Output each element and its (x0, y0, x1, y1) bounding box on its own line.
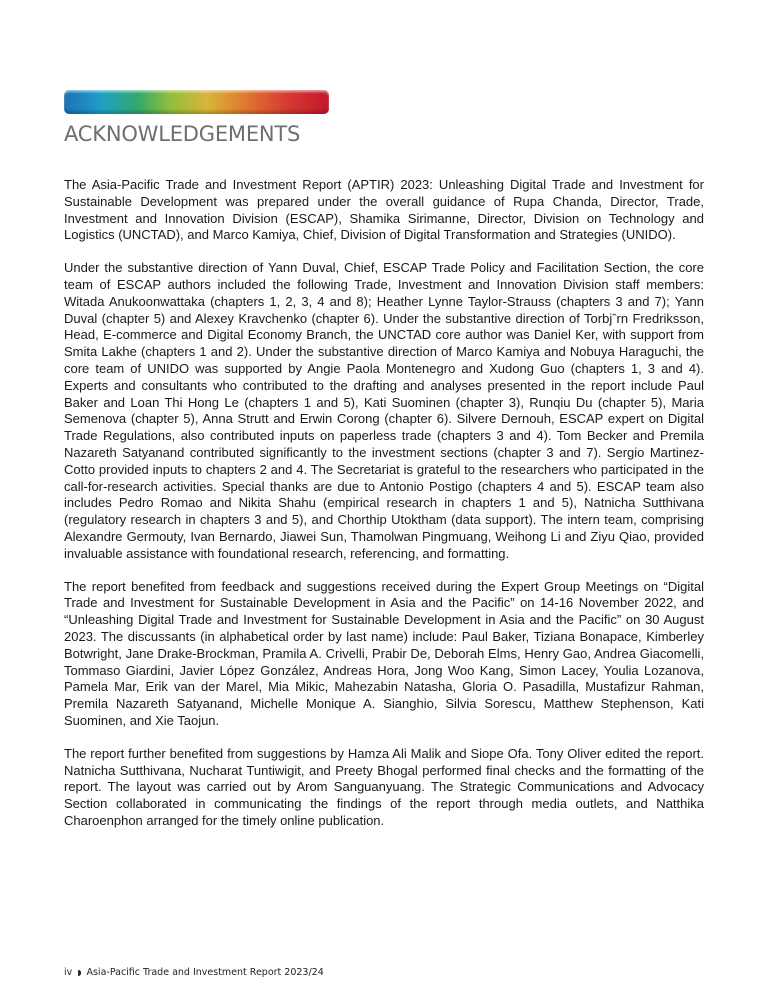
paragraph-guidance: The Asia-Pacific Trade and Investment Report (APTIR) 2023: Unleashing Digital Trade and Investment for Sustainable Development was prepared under the overall guidance of Rupa Chanda, Director, Trade, Investment and Innovation Division (ESCAP), Shamika Sirimanne, Director, Division on Technology and Logistics (UNCTAD), and Marco Kamiya, Chief, Division of Digital Transformation and Strategies (UNIDO). (64, 177, 704, 243)
page-title: ACKNOWLEDGEMENTS (64, 122, 301, 146)
decorative-color-bar (64, 90, 329, 114)
paragraph-authors: Under the substantive direction of Yann Duval, Chief, ESCAP Trade Policy and Facilitation Section, the core team of ESCAP authors included the following Trade, Investment and Innovation Division staff members: Witada Anukoonwattaka (chapters 1, 2, 3, 4 and 8); Heather Lynne Taylor-Strauss (chapters 3 and 7); Yann Duval (chapter 5) and Alexey Kravchenko (chapter 6). Under the substantive direction of Torbjˆrn Fredriksson, Head, E-commerce and Digital Economy Branch, the UNCTAD core author was Daniel Ker, with support from Smita Lakhe (chapters 1 and 2). Under the substantive direction of Marco Kamiya and Nobuya Haraguchi, the core team of UNIDO was supported by Angie Paola Montenegro and Xudong Guo (chapters 1, 3 and 4). Experts and consultants who contributed to the drafting and analyses presented in the report include Paul Baker and Loan Thi Hong Le (chapters 1 and 5), Kati Suominen (chapter 3), Runqiu Du (chapter 5), Maria Semenova (chapter 5), Anna Strutt and Erwin Corong (chapter 6). Silvere Dernouh, ESCAP expert on Digital Trade Regulations, also contributed inputs on paperless trade (chapters 3 and 4). Tom Becker and Premila Nazareth Satyanand contributed significantly to the investment sections (chapter 3 and 7). Sergio Martinez-Cotto provided inputs to chapters 2 and 4. The Secretariat is grateful to the researchers who participated in the call-for-research activities. Special thanks are due to Antonio Postigo (chapters 4 and 5). ESCAP team also includes Pedro Romao and Nikita Shahu (empirical research in chapters 1 and 5), Natnicha Sutthivana (regulatory research in chapters 3 and 5), and Chorthip Utoktham (data support). The intern team, comprising Alexandre Germouty, Ivan Bernardo, Jiawei Sun, Thamolwan Pingmuang, Weihong Li and Ziyu Qiao, provided invaluable assistance with foundational research, referencing, and formatting. (64, 260, 704, 561)
page-footer (64, 967, 324, 978)
page-number: iv (64, 967, 73, 978)
paragraph-production: The report further benefited from suggestions by Hamza Ali Malik and Siope Ofa. Tony Oliver edited the report. Natnicha Sutthivana, Nucharat Tuntiwigit, and Preety Bhogal performed final checks and the formatting of the report. The layout was carried out by Arom Sanguanyuang. The Strategic Communications and Advocacy Section collaborated in communicating the findings of the report through media outlets, and Natthika Charoenphon arranged for the timely online publication. (64, 745, 704, 828)
footer-publication-title: Asia-Pacific Trade and Investment Report 2023/24 (86, 967, 324, 978)
paragraph-feedback: The report benefited from feedback and suggestions received during the Expert Group Meetings on “Digital Trade and Investment for Sustainable Development in Asia and the Pacific” on 14-16 November 2022, and “Unleashing Digital Trade and Investment for Sustainable Development in Asia and the Pacific” on 30 August 2023. The discussants (in alphabetical order by last name) include: Paul Baker, Tiziana Bonapace, Kimberley Botwright, Jane Drake-Brockman, Pramila A. Crivelli, Prabir De, Deborah Elms, Henry Gao, Andrea Giacomelli, Tommaso Giardini, Javier López González, Andreas Hora, Jong Woo Kang, Simon Lacey, Youlia Lozanova, Pamela Mar, Erik van der Marel, Mia Mikic, Mahezabin Natasha, Gloria O. Pasadilla, Mustafizur Rahman, Premila Nazareth Satyanand, Michelle Monique A. Sianghio, Silvia Sorescu, Matthew Stephenson, Kati Suominen, and Xie Taojun. (64, 578, 704, 728)
footer-separator-icon: ◗ (77, 968, 82, 977)
body-text (64, 177, 704, 846)
